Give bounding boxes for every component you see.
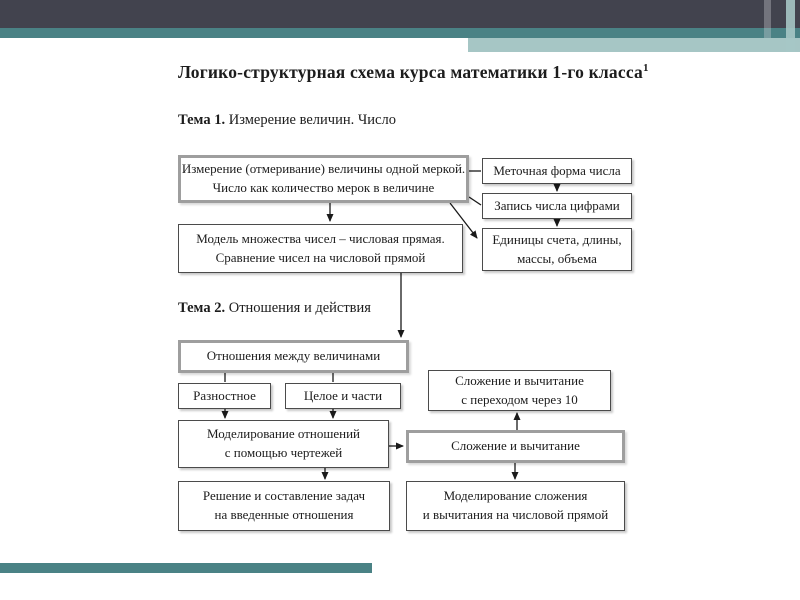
box-tasks: Решение и составление задач на введенные отношения <box>178 481 390 531</box>
header-teal-bar <box>0 28 800 38</box>
theme-2-label: Тема 2. <box>178 300 226 316</box>
page-title-text: Логико-структурная схема курса математики 1-го класса <box>178 62 643 82</box>
box-addition: Сложение и вычитание <box>406 430 625 463</box>
header-light-teal-bar <box>468 38 800 52</box>
theme-2-heading <box>178 300 371 317</box>
box-addition-over-10: Сложение и вычитание с переходом через 10 <box>428 370 611 411</box>
box-whole-parts: Целое и части <box>285 383 401 409</box>
theme-2-text: Отношения и действия <box>228 300 371 316</box>
footnote-marker: 1 <box>642 62 649 75</box>
theme-1-heading <box>178 112 396 129</box>
theme-1-label: Тема 1. <box>178 112 226 128</box>
box-measurement: Измерение (отмеривание) величины одной меркой. Число как количество мерок в величине <box>178 155 469 203</box>
box-modeling-relations: Моделирование отношений с помощью чертежей <box>178 420 389 468</box>
header-dark-bar <box>0 0 800 28</box>
box-difference: Разностное <box>178 383 271 409</box>
box-units: Единицы счета, длины, массы, объема <box>482 228 632 271</box>
box-mark-form: Меточная форма числа <box>482 158 632 184</box>
header-right-light-stripe <box>786 0 795 52</box>
box-number-line: Модель множества чисел – числовая прямая. Сравнение чисел на числовой прямой <box>178 224 463 273</box>
page-title <box>178 62 649 83</box>
footer-teal-bar <box>0 563 372 573</box>
theme-1-text: Измерение величин. Число <box>228 112 396 128</box>
header-right-gray-stripe <box>764 0 771 38</box>
box-modeling-addition: Моделирование сложения и вычитания на числовой прямой <box>406 481 625 531</box>
box-relations: Отношения между величинами <box>178 340 409 373</box>
box-digits: Запись числа цифрами <box>482 193 632 219</box>
